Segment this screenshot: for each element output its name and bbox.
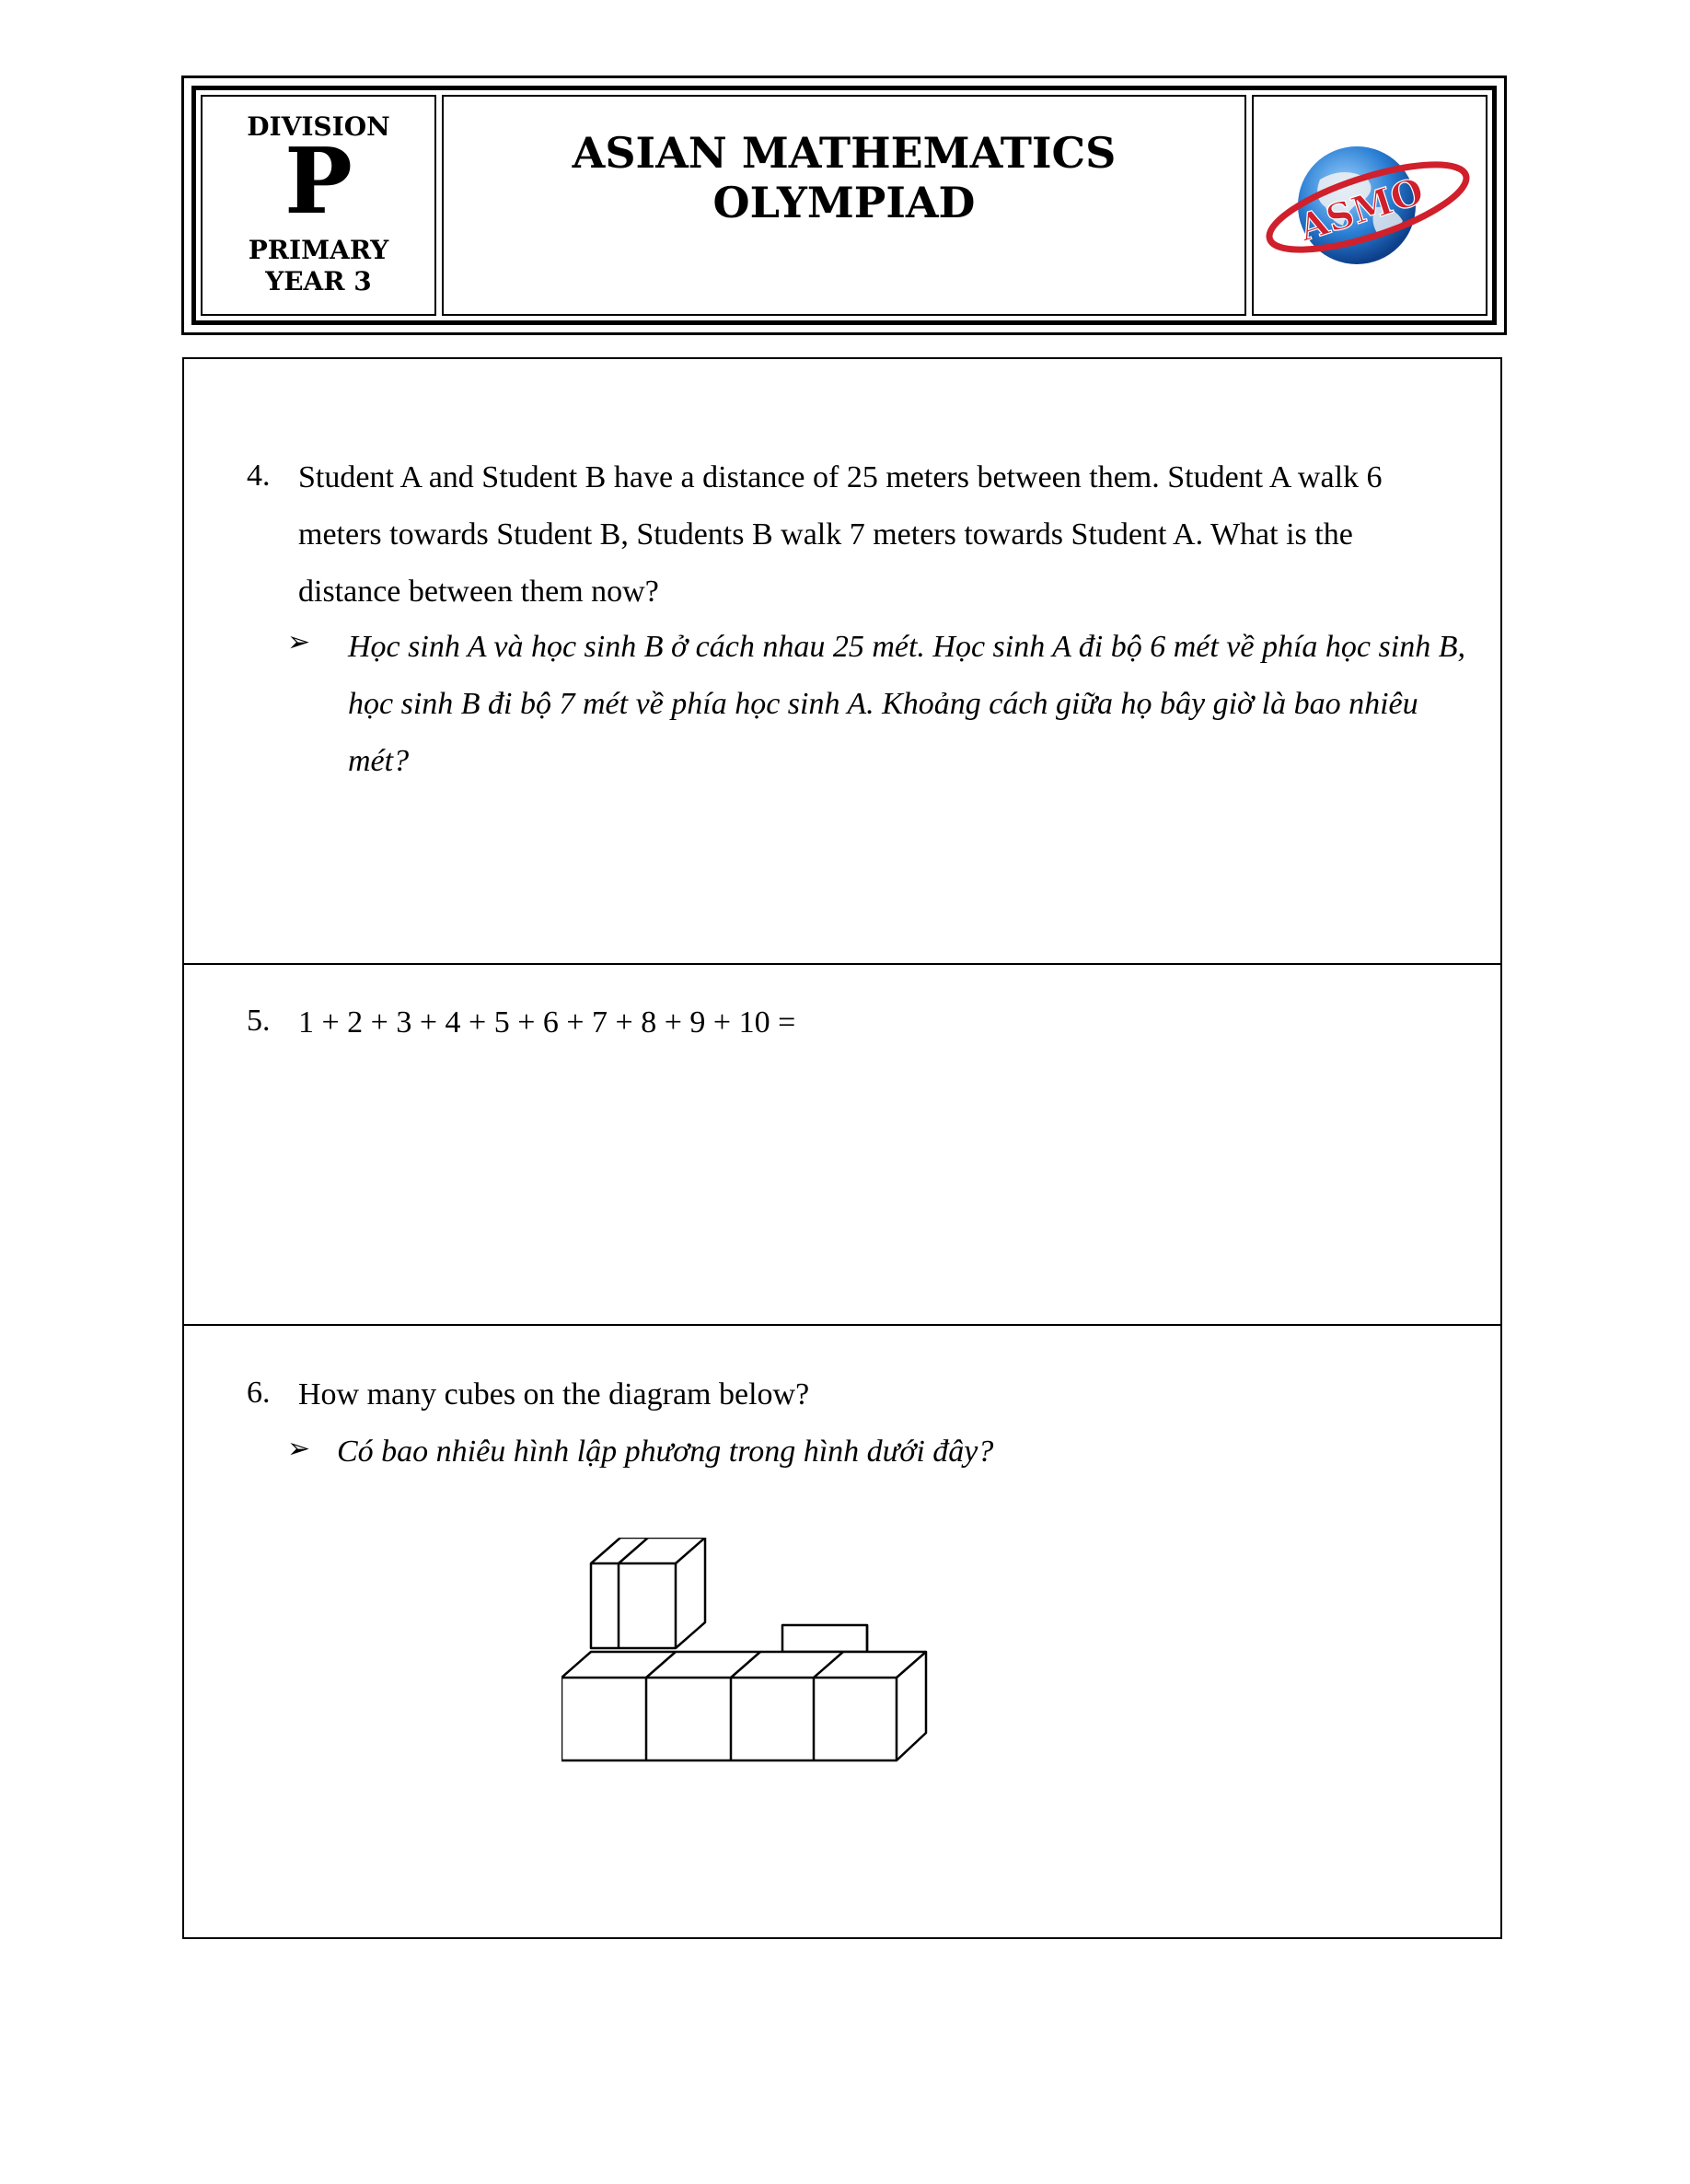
year-label: YEAR 3 <box>265 266 372 296</box>
question-translation: Học sinh A và học sinh B ở cách nhau 25 mét. Học sinh A đi bộ 6 mét về phía học sinh B, học sinh B đi bộ 7 mét về phía học sinh A. Khoảng cách giữa họ bây giờ là bao nhiêu mét? <box>348 630 1465 778</box>
logo-cell <box>1252 95 1487 316</box>
bullet-arrow-icon: ➢ <box>287 1434 311 1464</box>
back-cube-face <box>782 1625 867 1652</box>
question-text: 1 + 2 + 3 + 4 + 5 + 6 + 7 + 8 + 9 + 10 = <box>298 1005 796 1040</box>
question-5-box <box>182 963 1502 1326</box>
question-text: How many cubes on the diagram below? <box>298 1377 810 1411</box>
division-cell <box>201 95 436 316</box>
title-line-1: ASIAN MATHEMATICS <box>572 128 1117 178</box>
upper-cube-group <box>591 1538 705 1648</box>
division-label: DIVISION <box>247 111 390 142</box>
lower-cube-group <box>561 1652 926 1760</box>
header-frame <box>191 86 1497 325</box>
logo-text: ASMO <box>1293 168 1430 250</box>
question-6-box <box>182 1324 1502 1939</box>
exam-header <box>181 76 1507 335</box>
asmo-logo <box>1256 134 1482 272</box>
question-number: 5. <box>247 1004 271 1038</box>
cube-diagram <box>561 1538 948 1795</box>
question-number: 6. <box>247 1376 271 1410</box>
question-translation: Có bao nhiêu hình lập phương trong hình dưới đây? <box>337 1435 994 1469</box>
question-4-box <box>182 357 1502 965</box>
bullet-arrow-icon: ➢ <box>287 627 311 657</box>
question-number: 4. <box>247 459 271 493</box>
level-label: PRIMARY <box>248 235 389 265</box>
question-text: Student A and Student B have a distance of 25 meters between them. Student A walk 6 meters towards Student B, Students B walk 7 meters towards Student A. What is the distance between them now? <box>298 460 1383 609</box>
title-line-2: OLYMPIAD <box>712 178 976 227</box>
division-letter: P <box>284 129 353 235</box>
title-cell <box>442 95 1246 316</box>
